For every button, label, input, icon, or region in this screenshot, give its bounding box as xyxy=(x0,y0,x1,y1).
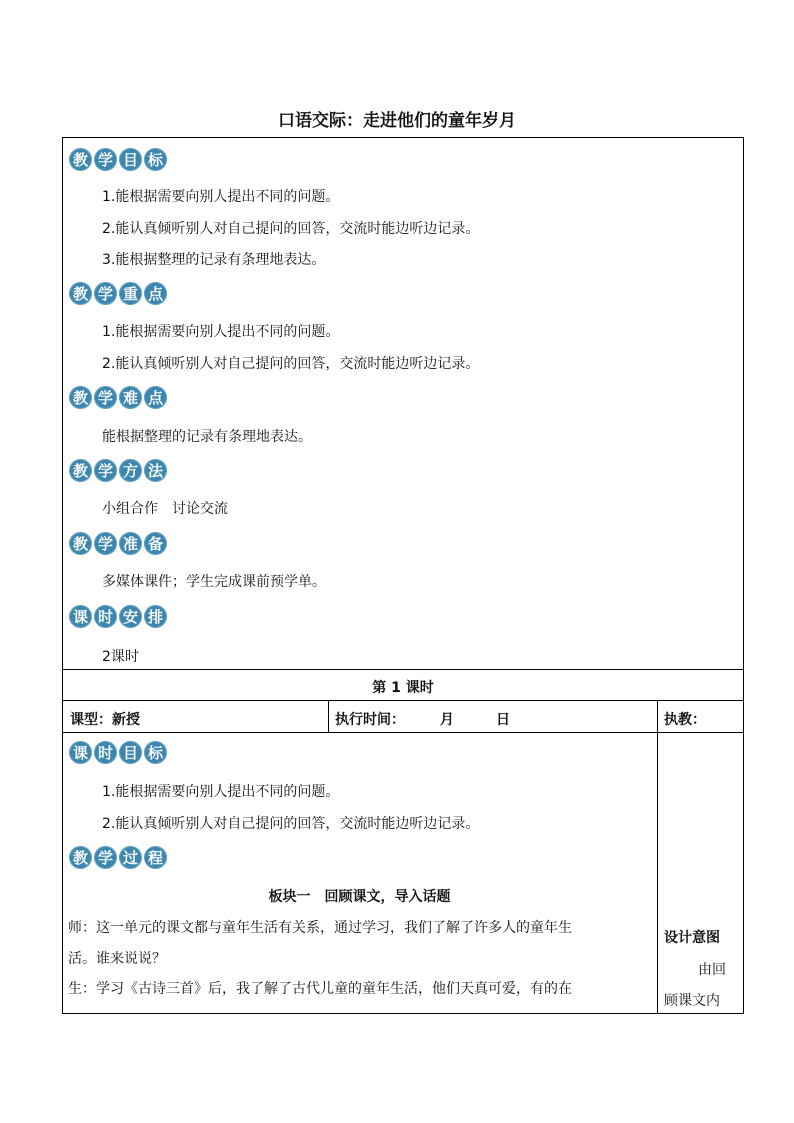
badge-char: 备 xyxy=(144,532,167,555)
badge-char: 时 xyxy=(94,605,117,628)
badge-char: 学 xyxy=(94,386,117,409)
badge-char: 教 xyxy=(69,459,92,482)
section-badge-process xyxy=(69,846,167,869)
row-divider xyxy=(62,669,744,670)
schedule-item: 2课时 xyxy=(102,649,139,665)
badge-char: 安 xyxy=(119,605,142,628)
design-intent-line: 顾课文内 xyxy=(664,993,720,1009)
key-point-item: 1.能根据需要向别人提出不同的问题。 xyxy=(102,324,340,340)
lesson-goal-item: 2.能认真倾听别人对自己提问的回答，交流时能边听边记录。 xyxy=(102,816,480,832)
badge-char: 点 xyxy=(144,282,167,305)
method-item: 小组合作 讨论交流 xyxy=(102,501,228,517)
row-divider xyxy=(62,700,744,701)
design-intent-label: 设计意图 xyxy=(664,930,720,946)
table-border-top xyxy=(62,137,744,138)
badge-char: 学 xyxy=(94,282,117,305)
goal-item: 1.能根据需要向别人提出不同的问题。 xyxy=(102,189,340,205)
badge-char: 学 xyxy=(94,148,117,171)
section-badge-lesson-goals xyxy=(69,741,167,764)
badge-char: 教 xyxy=(69,846,92,869)
badge-char: 方 xyxy=(119,459,142,482)
badge-char: 重 xyxy=(119,282,142,305)
section-badge-schedule xyxy=(69,605,167,628)
badge-char: 法 xyxy=(144,459,167,482)
section-badge-key-points xyxy=(69,282,167,305)
design-intent-line: 由回 xyxy=(698,962,726,978)
badge-char: 课 xyxy=(69,605,92,628)
table-border-left xyxy=(62,137,63,1014)
badge-char: 学 xyxy=(94,459,117,482)
key-point-item: 2.能认真倾听别人对自己提问的回答，交流时能边听边记录。 xyxy=(102,356,480,372)
block-title: 板块一 回顾课文，导入话题 xyxy=(268,889,451,905)
goal-item: 3.能根据整理的记录有条理地表达。 xyxy=(102,252,326,268)
section-badge-teaching-goals xyxy=(69,148,167,171)
col-divider xyxy=(328,700,329,732)
badge-char: 标 xyxy=(144,148,167,171)
section-badge-preparation xyxy=(69,532,167,555)
badge-char: 程 xyxy=(144,846,167,869)
lesson-goal-item: 1.能根据需要向别人提出不同的问题。 xyxy=(102,784,340,800)
badge-char: 排 xyxy=(144,605,167,628)
section-badge-difficulties xyxy=(69,386,167,409)
preparation-item: 多媒体课件；学生完成课前预学单。 xyxy=(102,574,326,590)
process-line: 师：这一单元的课文都与童年生活有关系，通过学习，我们了解了许多人的童年生 xyxy=(68,920,572,936)
badge-char: 准 xyxy=(119,532,142,555)
execution-time: 执行时间： 月 日 xyxy=(335,712,510,728)
badge-char: 课 xyxy=(69,741,92,764)
badge-char: 教 xyxy=(69,386,92,409)
table-border-bottom xyxy=(62,1013,744,1014)
badge-char: 点 xyxy=(144,386,167,409)
badge-char: 学 xyxy=(94,846,117,869)
badge-char: 过 xyxy=(119,846,142,869)
teacher-label: 执教： xyxy=(664,712,706,728)
goal-item: 2.能认真倾听别人对自己提问的回答，交流时能边听边记录。 xyxy=(102,221,480,237)
page-title: 口语交际：走进他们的童年岁月 xyxy=(278,111,516,131)
col-divider xyxy=(657,700,658,1013)
badge-char: 标 xyxy=(144,741,167,764)
badge-char: 目 xyxy=(119,148,142,171)
process-line: 活。谁来说说？ xyxy=(68,951,166,967)
badge-char: 教 xyxy=(69,282,92,305)
badge-char: 目 xyxy=(119,741,142,764)
lesson-type: 课型：新授 xyxy=(70,712,140,728)
badge-char: 学 xyxy=(94,532,117,555)
badge-char: 难 xyxy=(119,386,142,409)
process-line: 生：学习《古诗三首》后，我了解了古代儿童的童年生活，他们天真可爱，有的在 xyxy=(68,981,572,997)
lesson-header: 第 1 课时 xyxy=(372,680,434,696)
table-border-right xyxy=(743,137,744,1014)
badge-char: 教 xyxy=(69,148,92,171)
difficulty-item: 能根据整理的记录有条理地表达。 xyxy=(102,429,312,445)
badge-char: 时 xyxy=(94,741,117,764)
section-badge-methods xyxy=(69,459,167,482)
row-divider xyxy=(62,732,744,733)
badge-char: 教 xyxy=(69,532,92,555)
